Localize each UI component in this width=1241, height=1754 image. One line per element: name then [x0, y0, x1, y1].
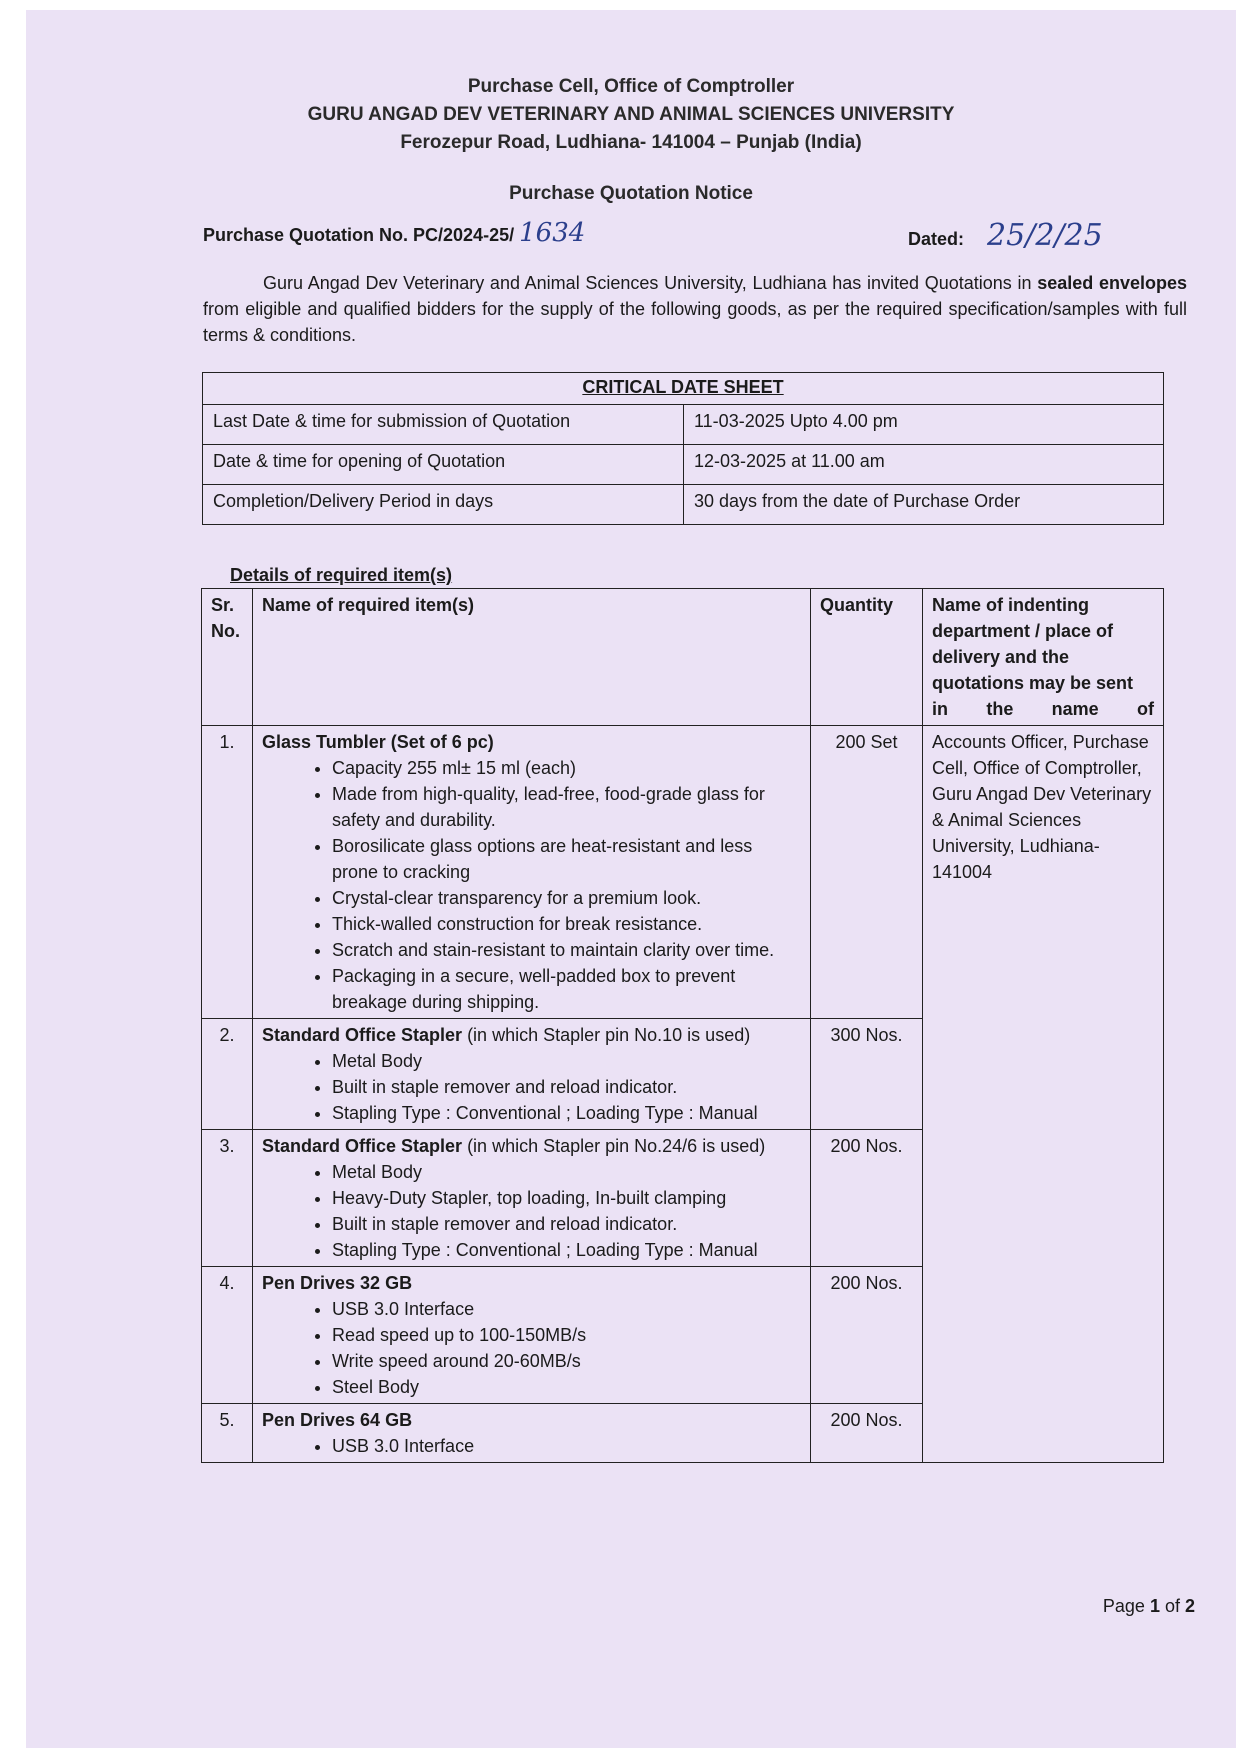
- header-department: Name of indenting department / place of delivery and the quotations may be sent in the name of: [923, 589, 1164, 726]
- critical-label: Completion/Delivery Period in days: [203, 485, 684, 525]
- header-item-name: Name of required item(s): [253, 589, 811, 726]
- critical-date-sheet: [202, 372, 1164, 525]
- critical-label: Date & time for opening of Quotation: [203, 445, 684, 485]
- item-name: Glass Tumbler (Set of 6 pc): [262, 732, 494, 752]
- spec-item: • Built in staple remover and reload indicator.: [332, 1211, 801, 1237]
- item-description: [253, 1130, 811, 1267]
- delivery-address: Accounts Officer, Purchase Cell, Office of Comptroller, Guru Angad Dev Veterinary & Animal Sciences University, Ludhiana-141004: [923, 726, 1164, 1463]
- spec-item: • Steel Body: [332, 1374, 801, 1400]
- spec-item: • Built in staple remover and reload indicator.: [332, 1074, 801, 1100]
- critical-value: 12-03-2025 at 11.00 am: [684, 445, 1164, 485]
- spec-item: • Thick-walled construction for break resistance.: [332, 911, 801, 937]
- header-university: GURU ANGAD DEV VETERINARY AND ANIMAL SCIENCES UNIVERSITY: [307, 104, 955, 125]
- item-specs: [262, 1048, 801, 1126]
- table-row: [202, 726, 1164, 1019]
- header-sr: Sr. No.: [202, 589, 253, 726]
- item-specs: [262, 1296, 801, 1400]
- item-name-suffix: (in which Stapler pin No.10 is used): [462, 1025, 751, 1045]
- items-header-row: [202, 589, 1164, 726]
- items-table: [201, 588, 1164, 1463]
- spec-item: • Stapling Type : Conventional ; Loading Type : Manual: [332, 1100, 801, 1126]
- item-description: [253, 1404, 811, 1463]
- item-specs: [262, 755, 801, 1015]
- item-quantity: 200 Set: [811, 726, 923, 1019]
- spec-item: • USB 3.0 Interface: [332, 1296, 801, 1322]
- item-quantity: 300 Nos.: [811, 1019, 923, 1130]
- header-quantity: Quantity: [811, 589, 923, 726]
- critical-row: [203, 485, 1164, 525]
- item-description: [253, 1267, 811, 1404]
- spec-item: • Metal Body: [332, 1048, 801, 1074]
- critical-date-sheet-title: CRITICAL DATE SHEET: [203, 373, 1164, 405]
- quotation-date: [908, 218, 1103, 253]
- quotation-number-label: Purchase Quotation No. PC/2024-25/: [203, 225, 515, 245]
- spec-item: • Made from high-quality, lead-free, food-grade glass for safety and durability.: [332, 781, 801, 833]
- item-specs: [262, 1433, 801, 1459]
- spec-item: • Crystal-clear transparency for a premium look.: [332, 885, 801, 911]
- intro-paragraph: Guru Angad Dev Veterinary and Animal Sciences University, Ludhiana has invited Quotations in sealed envelopes from eligible and qualified bidders for the supply of the following goods, as per the required specification/samples with full terms & conditions.: [203, 273, 1187, 345]
- spec-item: • Capacity 255 ml± 15 ml (each): [332, 755, 801, 781]
- spec-item: • Borosilicate glass options are heat-resistant and less prone to cracking: [332, 833, 801, 885]
- header-office: Purchase Cell, Office of Comptroller: [467, 76, 795, 97]
- item-sr: 4.: [202, 1267, 253, 1404]
- item-quantity: 200 Nos.: [811, 1130, 923, 1267]
- quotation-number: [203, 218, 585, 248]
- details-title: Details of required item(s): [230, 565, 453, 585]
- item-name: Standard Office Stapler: [262, 1136, 463, 1156]
- handwritten-date: 25/2/25: [987, 218, 1103, 253]
- item-quantity: 200 Nos.: [811, 1404, 923, 1463]
- item-name: Pen Drives 64 GB: [262, 1410, 413, 1430]
- handwritten-quotation-no: 1634: [519, 218, 586, 248]
- spec-item: • USB 3.0 Interface: [332, 1433, 801, 1459]
- item-name: Pen Drives 32 GB: [262, 1273, 413, 1293]
- notice-title: Purchase Quotation Notice: [509, 183, 753, 204]
- spec-item: • Scratch and stain-resistant to maintain clarity over time.: [332, 937, 801, 963]
- spec-item: • Read speed up to 100-150MB/s: [332, 1322, 801, 1348]
- critical-row: [203, 445, 1164, 485]
- page-number: Page 1 of 2: [1102, 1596, 1195, 1616]
- item-name: Standard Office Stapler: [262, 1025, 463, 1045]
- dated-label: Dated:: [908, 229, 965, 249]
- critical-row: [203, 405, 1164, 445]
- critical-label: Last Date & time for submission of Quotation: [203, 405, 684, 445]
- header-address: Ferozepur Road, Ludhiana- 141004 – Punjab (India): [400, 132, 862, 153]
- critical-value: 30 days from the date of Purchase Order: [684, 485, 1164, 525]
- spec-item: • Stapling Type : Conventional ; Loading Type : Manual: [332, 1237, 801, 1263]
- item-description: [253, 1019, 811, 1130]
- spec-item: • Packaging in a secure, well-padded box to prevent breakage during shipping.: [332, 963, 801, 1015]
- item-sr: 2.: [202, 1019, 253, 1130]
- spec-item: • Metal Body: [332, 1159, 801, 1185]
- critical-value: 11-03-2025 Upto 4.00 pm: [684, 405, 1164, 445]
- item-sr: 5.: [202, 1404, 253, 1463]
- item-specs: [262, 1159, 801, 1263]
- spec-item: • Write speed around 20-60MB/s: [332, 1348, 801, 1374]
- spec-item: • Heavy-Duty Stapler, top loading, In-built clamping: [332, 1185, 801, 1211]
- item-quantity: 200 Nos.: [811, 1267, 923, 1404]
- item-sr: 3.: [202, 1130, 253, 1267]
- item-name-suffix: (in which Stapler pin No.24/6 is used): [462, 1136, 766, 1156]
- item-description: [253, 726, 811, 1019]
- item-sr: 1.: [202, 726, 253, 1019]
